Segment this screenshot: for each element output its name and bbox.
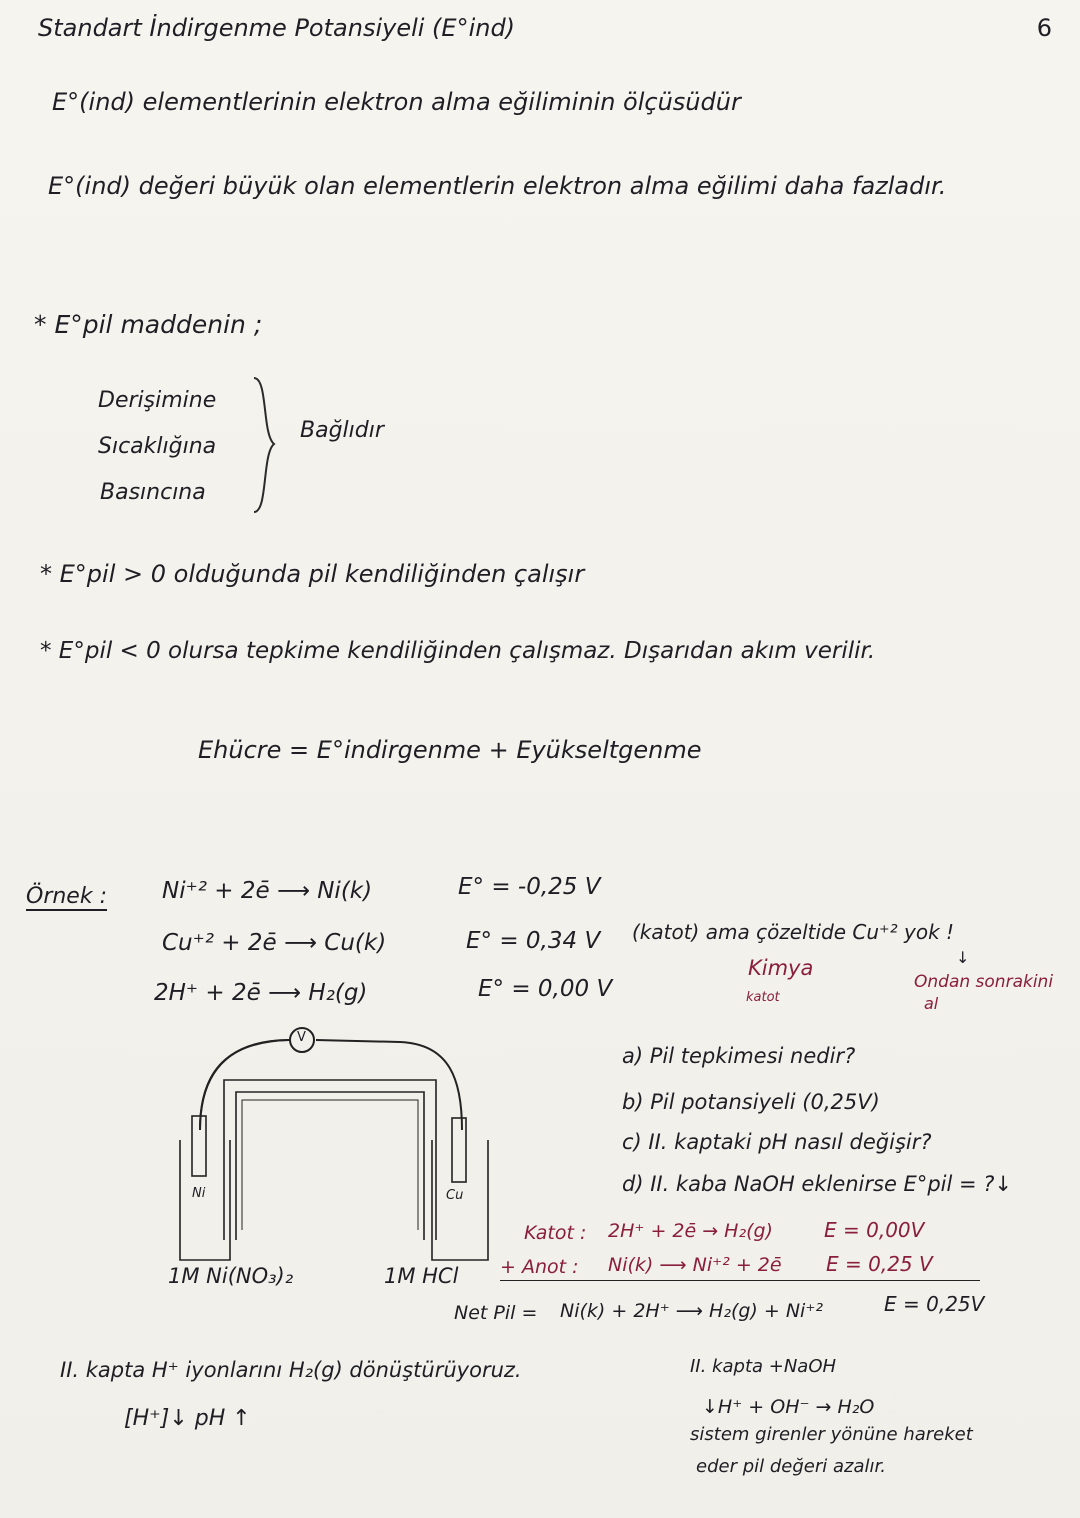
note-al: al — [924, 994, 939, 1013]
reaction-h2: 2H⁺ + 2ē ⟶ H₂(g) — [154, 980, 368, 1006]
bottom-left-note-2: [H⁺]↓ pH ↑ — [124, 1406, 251, 1431]
solution-right: 1M HCl — [384, 1264, 459, 1288]
bottom-right-note-1: II. kapta +NaOH — [690, 1356, 837, 1377]
net-label: Net Pil = — [454, 1302, 538, 1324]
page-number: 6 — [1036, 14, 1052, 42]
note-katot-small: katot — [746, 990, 780, 1005]
question-b: b) Pil potansiyeli (0,25V) — [622, 1090, 880, 1114]
epil-header: * E°pil maddenin ; — [34, 310, 263, 339]
factors-label: Bağlıdır — [300, 418, 384, 443]
note-ondan-sonrakini: Ondan sonrakini — [914, 972, 1054, 992]
net-potential: E = 0,25V — [884, 1292, 985, 1316]
factor-temperature: Sıcaklığına — [98, 434, 217, 459]
cell-formula: Ehücre = E°indirgenme + Eyükseltgenme — [198, 736, 702, 764]
electrode-cu — [452, 1118, 466, 1182]
note-kimya: Kimya — [748, 956, 814, 980]
rule-positive: * E°pil > 0 olduğunda pil kendiliğinden çalışır — [40, 560, 585, 588]
katot-potential: E = 0,00V — [824, 1218, 925, 1242]
voltmeter-label: V — [297, 1030, 306, 1045]
page-title: Standart İndirgenme Potansiyeli (E°ind) — [38, 14, 516, 42]
arrow-down-note: ↓ — [956, 948, 970, 967]
bottom-right-note-3: sistem girenler yönüne hareket — [690, 1424, 973, 1445]
question-c: c) II. kaptaki pH nasıl değişir? — [622, 1130, 932, 1154]
bottom-right-note-2: ↓H⁺ + OH⁻ → H₂O — [702, 1396, 875, 1418]
potential-cu: E° = 0,34 V — [466, 928, 601, 954]
electrode-left-label: Ni — [192, 1186, 206, 1201]
anot-equation: Ni(k) ⟶ Ni⁺² + 2ē — [608, 1254, 782, 1276]
bottom-left-note-1: II. kapta H⁺ iyonlarını H₂(g) dönüştürüyoruz. — [60, 1358, 522, 1382]
potential-h2: E° = 0,00 V — [478, 976, 613, 1002]
reaction-cu: Cu⁺² + 2ē ⟶ Cu(k) — [162, 930, 387, 956]
anot-label: + Anot : — [500, 1256, 579, 1278]
example-label: Örnek : — [26, 884, 107, 909]
question-a: a) Pil tepkimesi nedir? — [622, 1044, 856, 1068]
galvanic-cell-diagram — [170, 1020, 500, 1270]
definition-line-2: E°(ind) değeri büyük olan elementlerin elektron alma eğilimi daha fazladır. — [48, 172, 947, 200]
anot-potential: E = 0,25 V — [826, 1252, 933, 1276]
note-cu-missing: (katot) ama çözeltide Cu⁺² yok ! — [632, 920, 955, 944]
question-d: d) II. kaba NaOH eklenirse E°pil = ?↓ — [622, 1172, 1013, 1196]
solution-left: 1M Ni(NO₃)₂ — [168, 1264, 294, 1288]
net-equation: Ni(k) + 2H⁺ ⟶ H₂(g) + Ni⁺² — [560, 1300, 823, 1322]
factor-concentration: Derişimine — [98, 388, 217, 413]
electrode-right-label: Cu — [446, 1188, 464, 1203]
definition-line-1: E°(ind) elementlerinin elektron alma eğiliminin ölçüsüdür — [52, 88, 741, 116]
katot-label: Katot : — [524, 1222, 587, 1244]
katot-equation: 2H⁺ + 2ē → H₂(g) — [608, 1220, 773, 1242]
sum-line — [500, 1280, 980, 1281]
potential-ni: E° = -0,25 V — [458, 874, 601, 900]
electrode-ni — [192, 1116, 206, 1176]
circuit-wire — [200, 1040, 290, 1130]
reaction-ni: Ni⁺² + 2ē ⟶ Ni(k) — [162, 878, 373, 904]
bottom-right-note-4: eder pil değeri azalır. — [696, 1456, 886, 1477]
rule-negative: * E°pil < 0 olursa tepkime kendiliğinden çalışmaz. Dışarıdan akım verilir. — [40, 638, 876, 664]
curly-brace — [248, 374, 280, 516]
factor-pressure: Basıncına — [100, 480, 206, 505]
salt-bridge — [224, 1080, 436, 1240]
